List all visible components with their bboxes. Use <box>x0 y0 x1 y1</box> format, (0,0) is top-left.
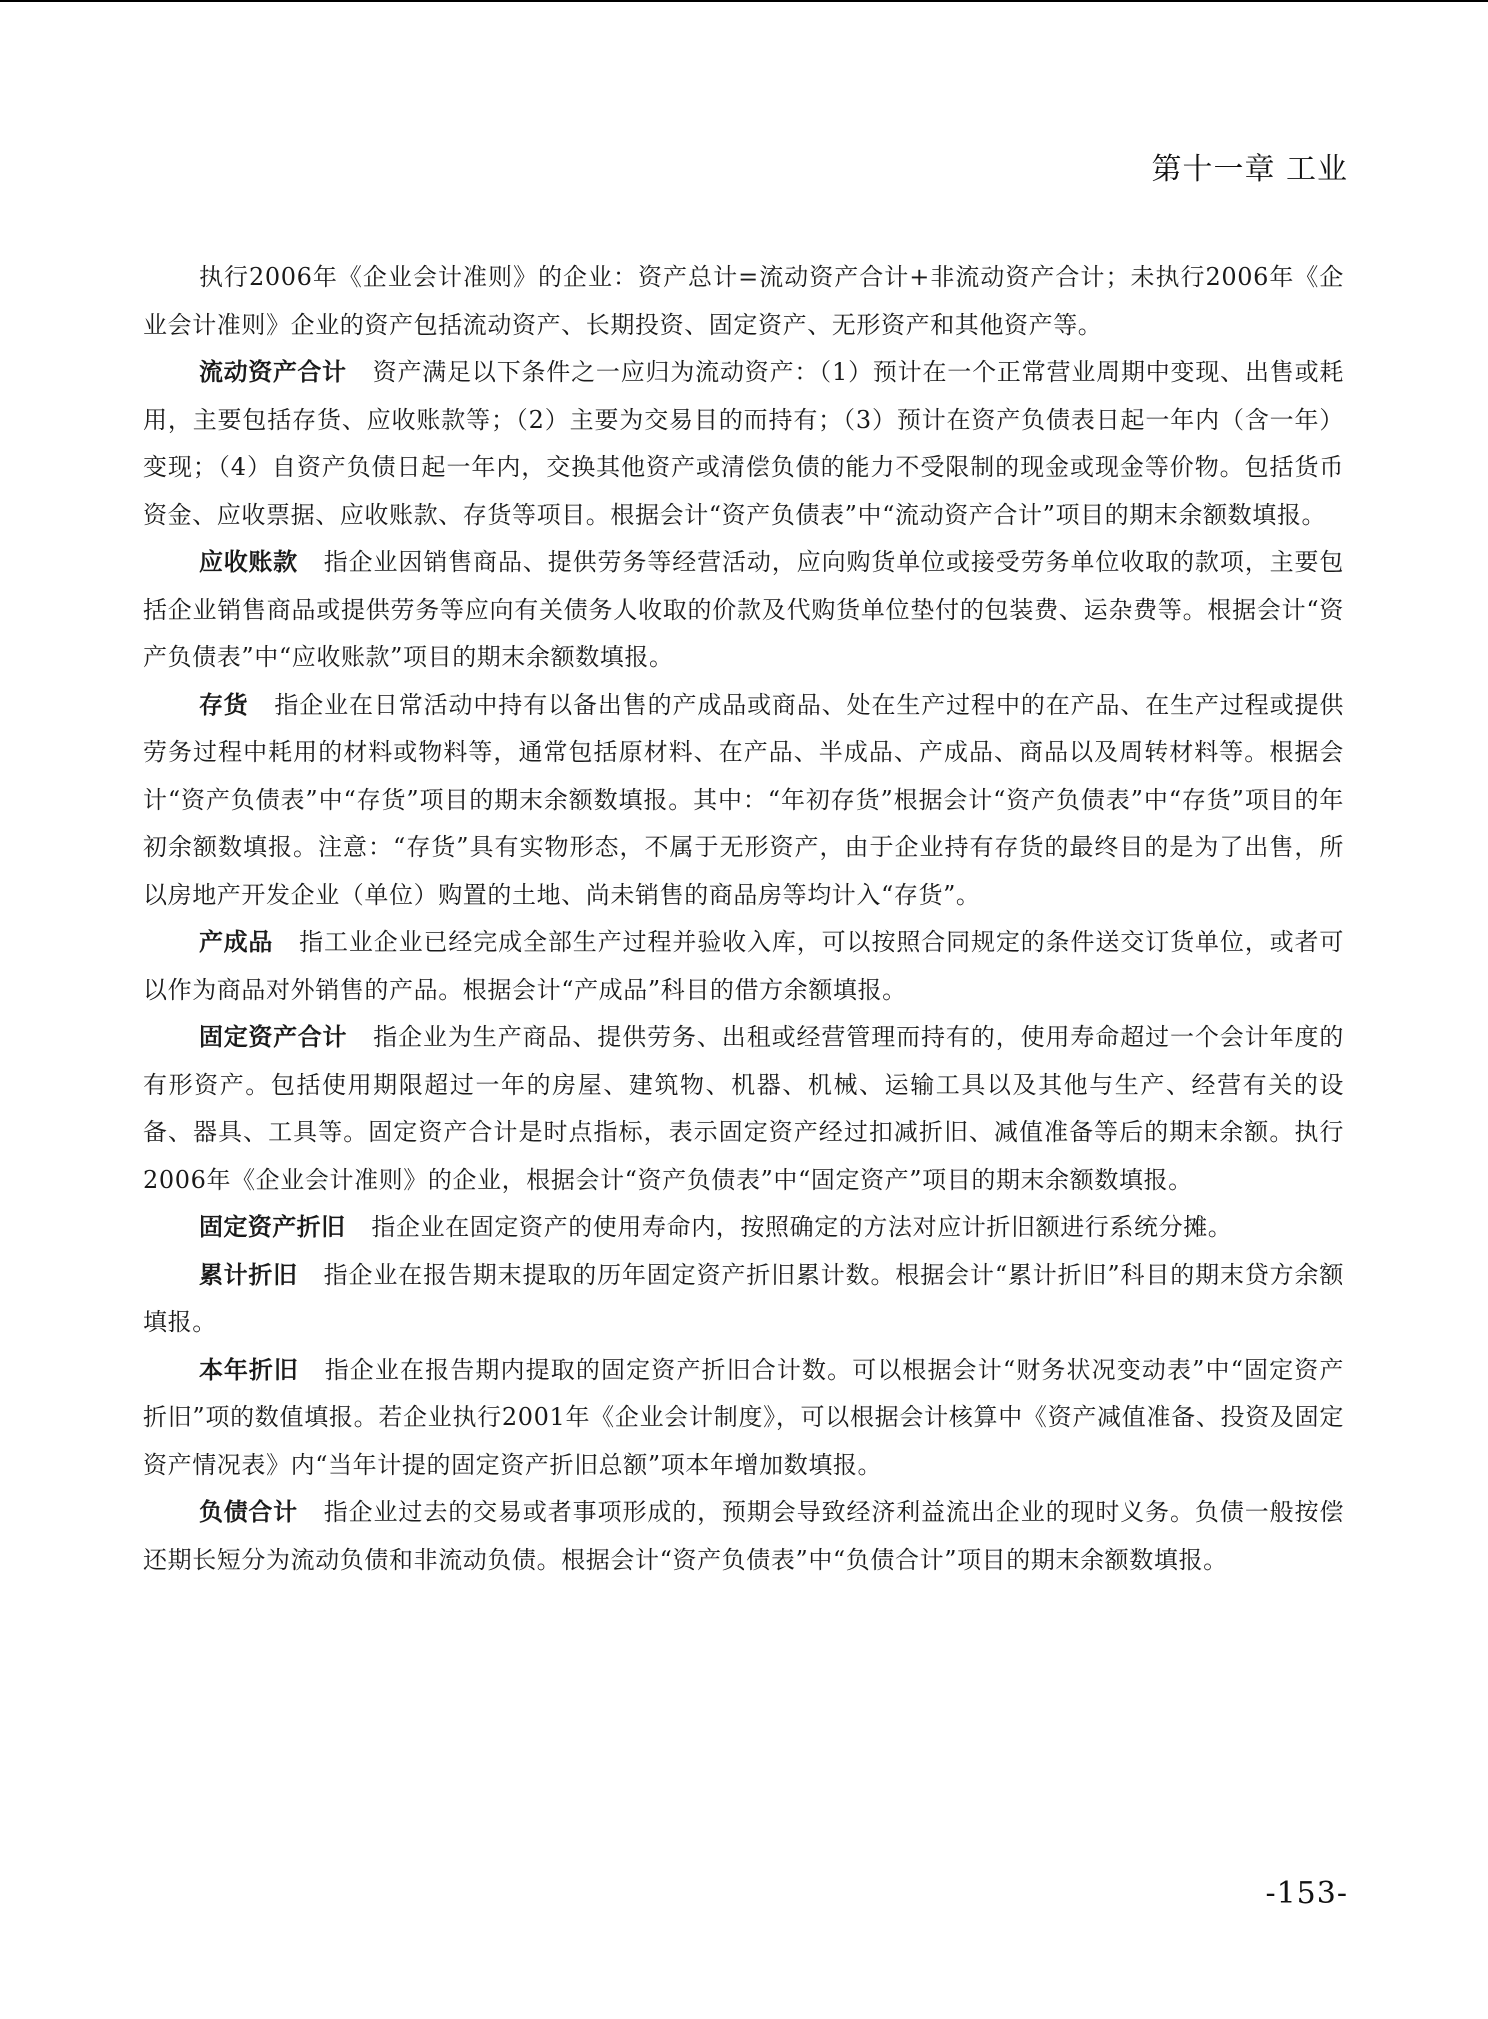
term-label: 固定资产折旧 <box>199 1213 346 1241</box>
page-body <box>143 254 1344 1584</box>
definition-text: 指工业企业已经完成全部生产过程并验收入库，可以按照合同规定的条件送交订货单位，或者可以作为商品对外销售的产品。根据会计“产成品”科目的借方余额填报。 <box>143 928 1344 1004</box>
definition-text: 指企业在报告期末提取的历年固定资产折旧累计数。根据会计“累计折旧”科目的期末贷方余额填报。 <box>143 1260 1344 1336</box>
definition-fixed-assets-total <box>143 1014 1344 1204</box>
definition-text: 资产满足以下条件之一应归为流动资产：（1）预计在一个正常营业周期中变现、出售或耗用，主要包括存货、应收账款等；（2）主要为交易目的而持有；（3）预计在资产负债表日起一年内（含一年）变现；（4）自资产负债日起一年内，交换其他资产或清偿负债的能力不受限制的现金或现金等价物。包括货币资金、应收票据、应收账款、存货等项目。根据会计“资产负债表”中“流动资产合计”项目的期末余额数填报。 <box>143 358 1344 529</box>
term-label: 固定资产合计 <box>199 1023 348 1051</box>
paragraph-intro <box>143 254 1344 349</box>
definition-current-assets <box>143 349 1344 539</box>
definition-text: 指企业在固定资产的使用寿命内，按照确定的方法对应计折旧额进行系统分摊。 <box>371 1213 1233 1241</box>
definition-finished-goods <box>143 919 1344 1014</box>
term-label: 本年折旧 <box>199 1355 299 1384</box>
definition-text: 指企业过去的交易或者事项形成的，预期会导致经济利益流出企业的现时义务。负债一般按偿还期长短分为流动负债和非流动负债。根据会计“资产负债表”中“负债合计”项目的期末余额数填报。 <box>143 1498 1344 1574</box>
definition-inventory <box>143 682 1344 920</box>
term-label: 流动资产合计 <box>199 358 347 386</box>
term-label: 应收账款 <box>199 548 298 576</box>
term-label: 负债合计 <box>199 1498 298 1526</box>
term-label: 累计折旧 <box>199 1260 298 1289</box>
page-number: -153- <box>1265 1876 1348 1911</box>
chapter-title: 第十一章 工业 <box>1151 152 1348 187</box>
term-label: 产成品 <box>199 928 274 956</box>
definition-text: 指企业因销售商品、提供劳务等经营活动，应向购货单位或接受劳务单位收取的款项，主要包括企业销售商品或提供劳务等应向有关债务人收取的价款及代购货单位垫付的包装费、运杂费等。根据会计“资产负债表”中“应收账款”项目的期末余额数填报。 <box>143 548 1344 671</box>
definition-text: 指企业在报告期内提取的固定资产折旧合计数。可以根据会计“财务状况变动表”中“固定资产折旧”项的数值填报。若企业执行2001年《企业会计制度》，可以根据会计核算中《资产减值准备、投资及固定资产情况表》内“当年计提的固定资产折旧总额”项本年增加数填报。 <box>143 1355 1344 1479</box>
term-label: 存货 <box>199 690 249 719</box>
definition-accumulated-depreciation <box>143 1252 1344 1347</box>
definition-text: 指企业在日常活动中持有以备出售的产成品或商品、处在生产过程中的在产品、在生产过程或提供劳务过程中耗用的材料或物料等，通常包括原材料、在产品、半成品、产成品、商品以及周转材料等。根据会计“资产负债表”中“存货”项目的期末余额数填报。其中：“年初存货”根据会计“资产负债表”中“存货”项目的年初余额数填报。注意：“存货”具有实物形态，不属于无形资产，由于企业持有存货的最终目的是为了出售，所以房地产开发企业（单位）购置的土地、尚未销售的商品房等均计入“存货”。 <box>143 690 1344 909</box>
definition-fixed-asset-depreciation <box>143 1204 1344 1252</box>
definition-total-liabilities <box>143 1489 1344 1584</box>
top-border-line <box>0 0 1488 2</box>
paragraph-text: 执行2006年《企业会计准则》的企业：资产总计=流动资产合计+非流动资产合计；未执行2006年《企业会计准则》企业的资产包括流动资产、长期投资、固定资产、无形资产和其他资产等。 <box>143 263 1344 339</box>
definition-text: 指企业为生产商品、提供劳务、出租或经营管理而持有的，使用寿命超过一个会计年度的有形资产。包括使用期限超过一年的房屋、建筑物、机器、机械、运输工具以及其他与生产、经营有关的设备、器具、工具等。固定资产合计是时点指标，表示固定资产经过扣减折旧、减值准备等后的期末余额。执行2006年《企业会计准则》的企业，根据会计“资产负债表”中“固定资产”项目的期末余额数填报。 <box>143 1023 1344 1194</box>
definition-accounts-receivable <box>143 539 1344 682</box>
definition-current-year-depreciation <box>143 1347 1344 1490</box>
